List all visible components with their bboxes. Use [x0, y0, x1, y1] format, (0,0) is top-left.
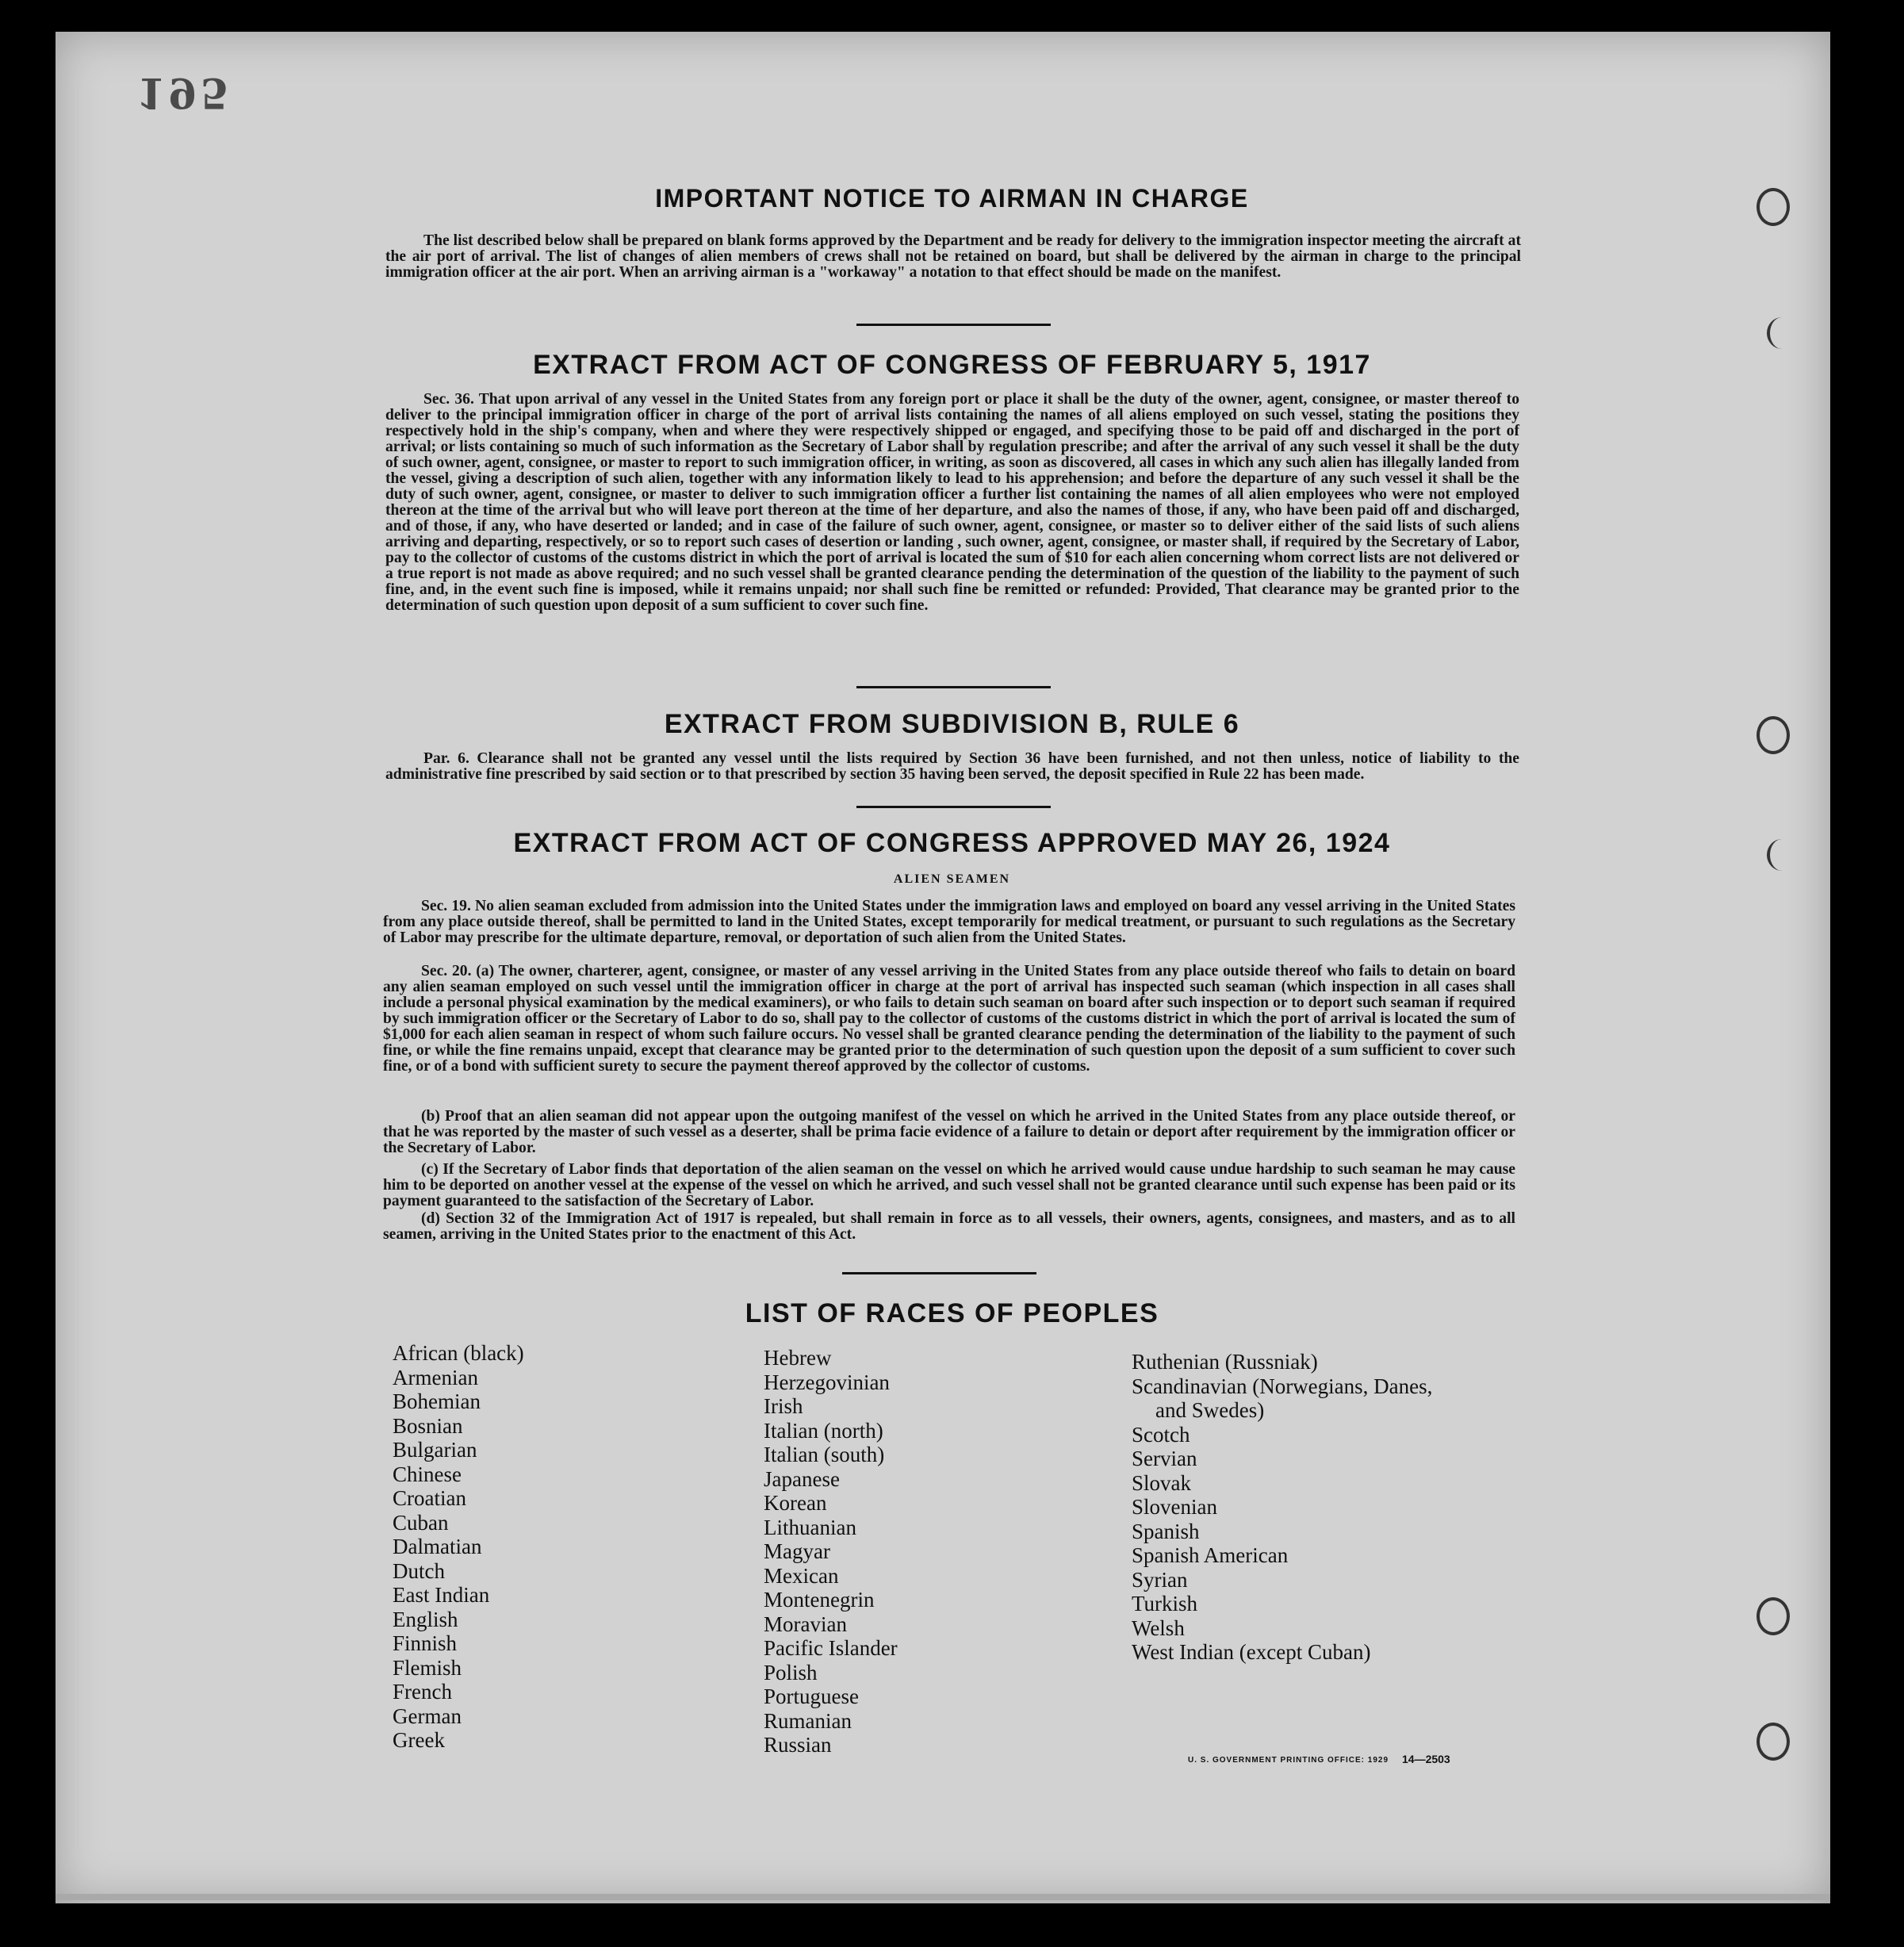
race-list-item: Greek — [393, 1728, 445, 1752]
race-list-item: Bohemian — [393, 1389, 481, 1413]
divider-rule — [856, 806, 1051, 808]
act-1917-title: EXTRACT FROM ACT OF CONGRESS OF FEBRUARY 5, 1917 — [533, 350, 1371, 380]
act-1924-section-20c — [383, 1162, 1515, 1209]
printing-office-imprint: U. S. GOVERNMENT PRINTING OFFICE: 1929 — [1188, 1756, 1389, 1765]
race-list-item: Moravian — [764, 1612, 847, 1636]
race-list-item: Pacific Islander — [764, 1636, 898, 1660]
race-list-item: African (black) — [393, 1341, 524, 1365]
rule-6-body: Par. 6. Clearance shall not be granted any vessel until the lists required by Section 36 have been furnished, and not then unless, notice of liability to the administrative fine prescribed by said section or to that prescribed by section 35 having been served, the deposit specified in Rule 22 has been made. — [385, 750, 1519, 783]
punch-hole — [1767, 317, 1797, 349]
race-list-item: Slovak — [1132, 1470, 1192, 1495]
rule-6-title: EXTRACT FROM SUBDIVISION B, RULE 6 — [664, 709, 1240, 739]
race-list-item: French — [393, 1680, 452, 1704]
act-1924-section-20a — [383, 964, 1515, 1075]
sec-20a-text: Sec. 20. (a) The owner, charterer, agent, consignee, or master of any vessel arriving in the United States from any place outside thereof who fails to detain on board any alien seaman employed on such vessel until the immigration officer in charge at the port of arrival has inspected such seaman (which inspection in all cases shall include a personal physical examination by the medical examiners), or who fails to detain such seaman on board after such inspection or to deport such seaman if required by such immigration officer or the Secretary of Labor to do so, shall pay to the collector of customs of the customs district in which the port of arrival is located the sum of $1,000 for each alien seaman in respect of whom such failure occurs. No vessel shall be granted clearance pending the determination of the liability to the payment of such fine, or while the fine remains unpaid, except that clearance may be granted prior to the determination of such question upon the deposit of a sum sufficient to cover such fine, or of a bond with sufficient surety to secure the payment thereof approved by the collector of customs. — [383, 963, 1515, 1075]
sheet-edge — [56, 1894, 1830, 1900]
race-list-item: Rumanian — [764, 1708, 852, 1733]
notice-body: The list described below shall be prepared on blank forms approved by the Department and be ready for delivery to the immigration inspector meeting the aircraft at the air port of arrival. The list of changes of alien members of crews shall not be retained on board, but shall be delivered by the airman in charge to the principal immigration officer at the air port. When an arriving airman is a "workaway" a notation to that effect should be made on the manifest. — [385, 232, 1521, 281]
race-list-item: Bulgarian — [393, 1438, 477, 1462]
sec-20b-text: (b) Proof that an alien seaman did not appear upon the outgoing manifest of the vessel on which he arrived in the United States from any place outside thereof, or that he was reported by the master of such vessel as a deserter, shall be prima facie evidence of a failure to detain or deport after requirement by the immigration officer or the Secretary of Labor. — [383, 1108, 1515, 1156]
sec-20d-text: (d) Section 32 of the Immigration Act of 1917 is repealed, but shall remain in force as to all vessels, their owners, agents, consignees, and masters, and as to all seamen, arriving in the United States prior to the enactment of this Act. — [383, 1210, 1515, 1243]
notice-title: IMPORTANT NOTICE TO AIRMAN IN CHARGE — [655, 184, 1249, 213]
race-list-item: Syrian — [1132, 1567, 1188, 1592]
notice-paragraph — [385, 233, 1521, 281]
race-list-item: Slovenian — [1132, 1495, 1217, 1519]
race-list-item: Flemish — [393, 1655, 462, 1680]
race-list-item: Italian (south) — [764, 1443, 885, 1466]
race-list-item: Bosnian — [393, 1413, 463, 1438]
race-list-item: Scotch — [1132, 1422, 1190, 1447]
race-list-item: German — [393, 1704, 462, 1728]
punch-hole — [1757, 1597, 1790, 1635]
race-list-item: Hebrew — [764, 1346, 832, 1370]
punch-hole — [1757, 1723, 1790, 1761]
races-column-2 — [764, 1346, 898, 1757]
sec-20c-text: (c) If the Secretary of Labor finds that deportation of the alien seaman on the vessel on which he arrived would cause undue hardship to such seaman he may cause him to be deported on another vessel at the expense of the vessel on which he arrived, and such vessel shall not be granted clearance until such expense has been paid or its payment guaranteed to the satisfaction of the Secretary of Labor. — [383, 1161, 1515, 1209]
race-list-item: West Indian (except Cuban) — [1132, 1640, 1371, 1664]
race-list-item: Polish — [764, 1660, 818, 1684]
race-list-item: Korean — [764, 1491, 827, 1515]
race-list-item: Chinese — [393, 1462, 462, 1486]
race-list-item: Lithuanian — [764, 1515, 856, 1539]
race-list-item: and Swedes) — [1155, 1398, 1265, 1422]
race-list-item: Mexican — [764, 1563, 839, 1588]
races-column-3 — [1132, 1350, 1432, 1665]
sec-19-text: Sec. 19. No alien seaman excluded from admission into the United States under the immigration laws and employed on board any vessel arriving in the United States from any place outside thereof, shall be permitted to land in the United States, except temporarily for medical treatment, or pursuant to such regulations as the Secretary of Labor may prescribe for the ultimate departure, removal, or deportation of such alien from the United States. — [383, 898, 1515, 946]
race-list-item: Magyar — [764, 1539, 830, 1563]
page-number-stamp: 195 — [136, 68, 232, 117]
race-list-item: Turkish — [1132, 1592, 1198, 1615]
race-list-item: Welsh — [1132, 1615, 1185, 1640]
race-list-item: Herzegovinian — [764, 1370, 890, 1394]
race-list-item: Russian — [764, 1733, 832, 1757]
race-list-item: Irish — [764, 1394, 803, 1418]
race-list-item: Dalmatian — [393, 1535, 482, 1558]
races-column-1 — [393, 1341, 524, 1753]
races-title: LIST OF RACES OF PEOPLES — [745, 1298, 1159, 1328]
race-list-item: Montenegrin — [764, 1588, 875, 1612]
rule-6-paragraph — [385, 751, 1519, 783]
race-list-item: Japanese — [764, 1466, 840, 1491]
act-1917-paragraph — [385, 392, 1519, 614]
race-list-item: Cuban — [393, 1510, 449, 1535]
act-1924-subtitle: ALIEN SEAMEN — [893, 872, 1011, 886]
race-list-item: Dutch — [393, 1558, 445, 1583]
divider-rule — [856, 324, 1051, 326]
act-1917-body: Sec. 36. That upon arrival of any vessel in the United States from any foreign port or place it shall be the duty of the owner, agent, consignee, or master thereof to deliver to the principal immigration officer in charge of the port of arrival lists containing the names of all aliens employed on such vessel, stating the positions they respectively hold in the ship's company, when and where they were respectively shipped or engaged, and specifying those to be paid off and discharged in the port of arrival; or lists containing so much of such information as the Secretary of Labor shall by regulation prescribe; and after the arrival of any such vessel it shall be the duty of such owner, agent, consignee, or master to report to such immigration officer, in writing, as soon as discovered, all cases in which any such alien has illegally landed from the vessel, giving a description of such alien, together with any information likely to lead to his apprehension; and before the departure of any such vessel it shall be the duty of such owner, agent, consignee, or master to deliver to such immigration officer a further list containing the names of all alien employees who were not employed thereon at the time of the arrival but who will leave port thereon at the time of her departure, and also the names of those, if any, who have been paid off and discharged, and of those, if any, who have deserted or landed; and in case of the failure of such owner, agent, consignee, or master so to deliver either of the said lists of such aliens arriving and departing, respectively, or so to report such cases of desertion or landing , such owner, agent, consignee, or master shall, if required by the Secretary of Labor, pay to the collector of customs of the customs district in which the port of arrival is located the sum of $10 for each alien concerning whom correct lists are not delivered or a true report is not made as above required; and no such vessel shall be granted clearance pending the determination of the question of the liability to the payment of such fine, and, in the event such fine is imposed, while it remains unpaid; nor shall such fine be remitted or refunded: Provided, That clearance may be granted prior to the determination of such question upon deposit of a sum sufficient to cover such fine. — [385, 391, 1519, 614]
form-number: 14—2503 — [1402, 1753, 1450, 1765]
race-list-item: Portuguese — [764, 1684, 859, 1708]
act-1924-title: EXTRACT FROM ACT OF CONGRESS APPROVED MAY 26, 1924 — [513, 828, 1391, 858]
race-list-item: Scandinavian (Norwegians, Danes, — [1132, 1374, 1433, 1398]
race-list-item: Croatian — [393, 1486, 466, 1510]
race-list-item: Italian (north) — [764, 1418, 883, 1443]
race-list-item: Spanish — [1132, 1519, 1200, 1543]
divider-rule — [856, 686, 1051, 688]
race-list-item: East Indian — [393, 1583, 490, 1607]
race-list-item: Servian — [1132, 1447, 1197, 1470]
race-list-item: Ruthenian (Russniak) — [1132, 1350, 1318, 1374]
race-list-item: Spanish American — [1132, 1543, 1289, 1567]
act-1924-section-19 — [383, 899, 1515, 946]
race-list-item: Finnish — [393, 1631, 458, 1655]
divider-rule — [842, 1272, 1036, 1274]
race-list-item: Armenian — [393, 1365, 478, 1389]
act-1924-section-20d — [383, 1211, 1515, 1243]
act-1924-section-20b — [383, 1109, 1515, 1156]
race-list-item: English — [393, 1607, 458, 1631]
